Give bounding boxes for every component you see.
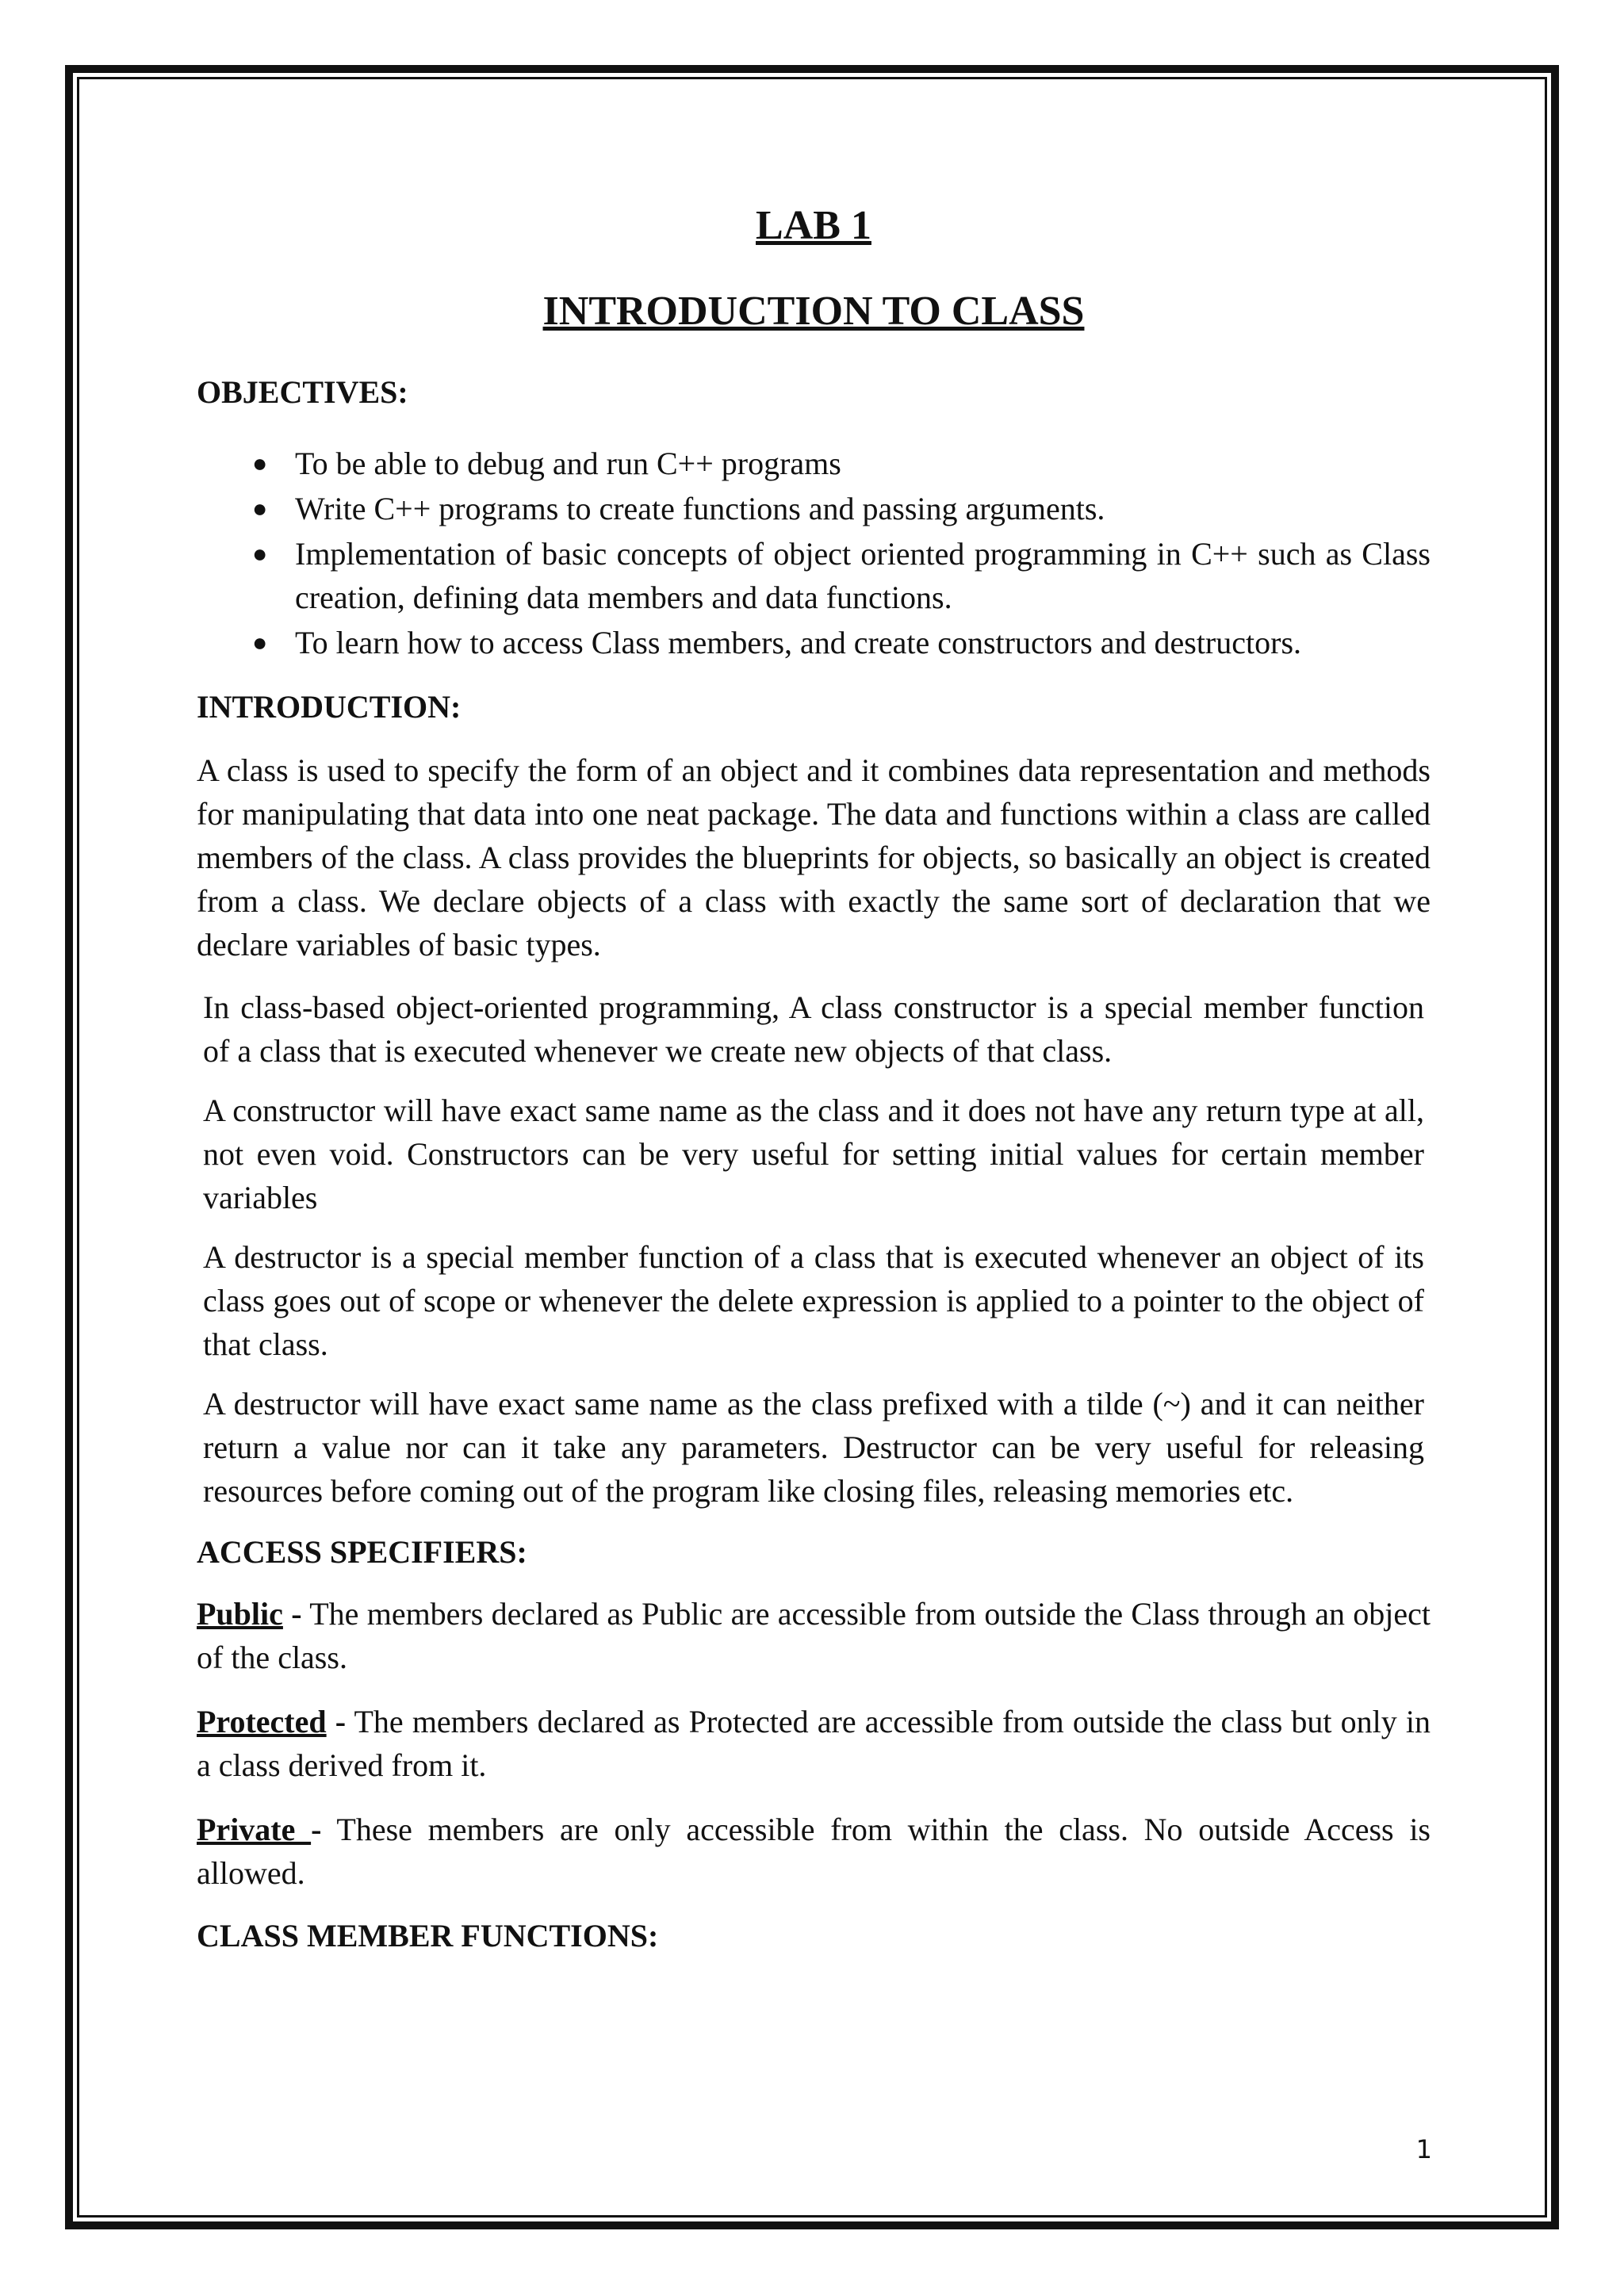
destructor-detail-paragraph: A destructor will have exact same name as the class prefixed with a tilde (~) and it can neither return a value nor can it take any parameters. Destructor can be very useful for releasing resources before coming out of the program like closing files, releasing memories etc.: [203, 1385, 1424, 1509]
objective-item: [197, 487, 1431, 530]
protected-dash: -: [335, 1703, 347, 1739]
page-number: 1: [1415, 2134, 1432, 2164]
objectives-heading: OBJECTIVES:: [197, 373, 408, 410]
objective-text: Write C++ programs to create functions and passing arguments.: [295, 490, 1105, 526]
protected-description: The members declared as Protected are accessible from outside the class but only in a class derived from it.: [197, 1703, 1431, 1783]
bullet-icon: ●: [252, 493, 268, 522]
objective-text: To be able to debug and run C++ programs: [295, 445, 841, 481]
access-specifier-public: [197, 1592, 1431, 1679]
destructor-paragraph: A destructor is a special member function of a class that is executed whenever an object of its class goes out of scope or whenever the delete expression is applied to a pointer to the object of that class.: [203, 1238, 1424, 1362]
public-term: Public: [197, 1595, 283, 1632]
objective-item: [197, 532, 1431, 619]
access-specifier-private: [197, 1808, 1431, 1895]
private-term: Private: [197, 1811, 312, 1847]
constructor-paragraph: In class-based object-oriented programming, A class constructor is a special member function of a class that is executed whenever we create new objects of that class.: [203, 989, 1424, 1069]
private-dash: -: [311, 1811, 322, 1847]
access-specifier-protected: [197, 1700, 1431, 1787]
objective-item: [197, 621, 1431, 664]
introduction-heading: INTRODUCTION:: [197, 688, 462, 725]
objective-text: To learn how to access Class members, and create constructors and destructors.: [295, 624, 1302, 660]
introduction-paragraph: A class is used to specify the form of an object and it combines data representation and methods for manipulating that data into one neat package. The data and functions within a class are called members of the class. A class provides the blueprints for objects, so basically an object is created from a class. We declare objects of a class with exactly the same sort of declaration that we declare variables of basic types.: [197, 752, 1431, 962]
bullet-icon: ●: [252, 627, 268, 656]
lab-title: LAB 1: [756, 203, 871, 248]
bullet-icon: ●: [252, 538, 268, 568]
objective-text: Implementation of basic concepts of object oriented programming in C++ such as Class creation, defining data members and data functions.: [295, 535, 1431, 615]
protected-term: Protected: [197, 1703, 327, 1739]
lab-subtitle: INTRODUCTION TO CLASS: [542, 289, 1085, 335]
public-dash: -: [291, 1595, 302, 1632]
class-member-functions-heading: CLASS MEMBER FUNCTIONS:: [197, 1917, 659, 1954]
constructor-detail-paragraph: A constructor will have exact same name as the class and it does not have any return type at all, not even void. Constructors can be very useful for setting initial values for certain member variables: [203, 1092, 1424, 1215]
objective-item: [197, 442, 1431, 485]
public-description: The members declared as Public are accessible from outside the Class through an object of the class.: [197, 1595, 1431, 1675]
document-content: [197, 190, 1431, 1957]
bullet-icon: ●: [252, 448, 268, 477]
private-description: These members are only accessible from within the class. No outside Access is allowed.: [197, 1811, 1431, 1891]
objectives-list: [197, 442, 1431, 664]
access-specifiers-heading: ACCESS SPECIFIERS:: [197, 1533, 527, 1570]
